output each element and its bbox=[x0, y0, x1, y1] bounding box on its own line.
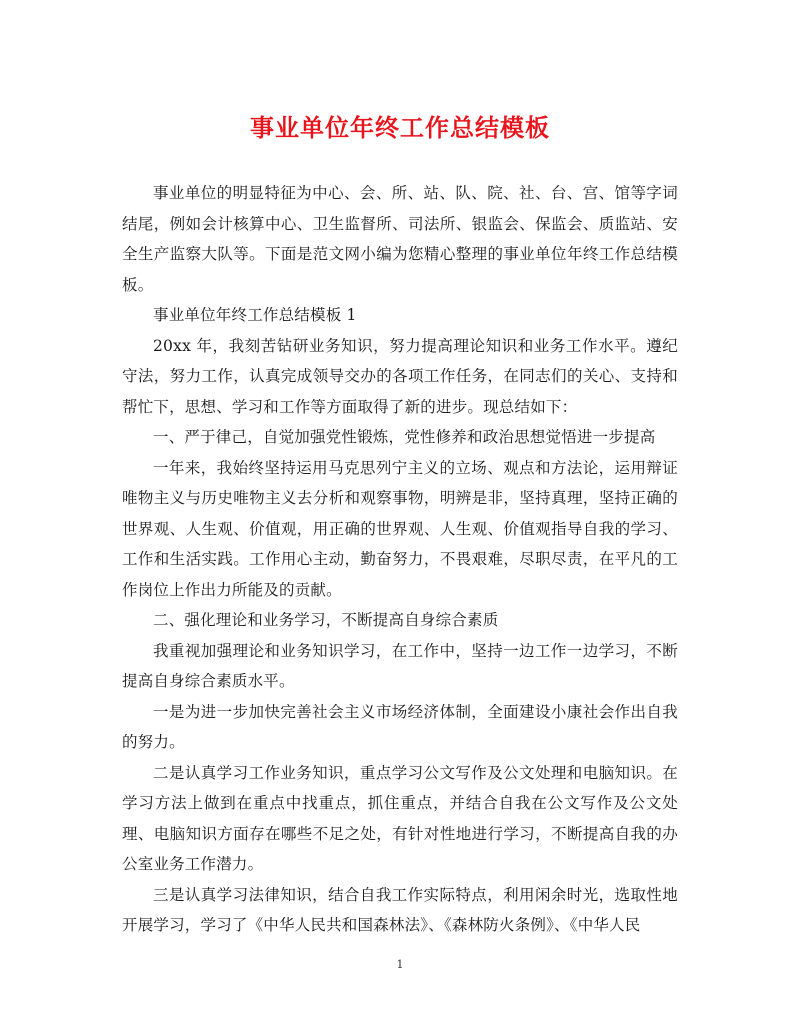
paragraph-point-2: 我重视加强理论和业务知识学习，在工作中，坚持一边工作一边学习，不断提高自身综合素质水平。 bbox=[122, 641, 678, 690]
page-number: 1 bbox=[396, 958, 404, 971]
paragraph-sub-point-1: 一是为进一步加快完善社会主义市场经济体制，全面建设小康社会作出自我的努力。 bbox=[122, 702, 678, 751]
paragraph-sub-point-2: 二是认真学习工作业务知识，重点学习公文写作及公文处理和电脑知识。在学习方法上做到在重点中找重点，抓住重点，并结合自我在公文写作及公文处理、电脑知识方面存在哪些不足之处，有针对性地进行学习，不断提高自我的办公室业务工作潜力。 bbox=[122, 763, 678, 873]
paragraph-point-1: 一年来，我始终坚持运用马克思列宁主义的立场、观点和方法论，运用辩证唯物主义与历史唯物主义去分析和观察事物，明辨是非，坚持真理，坚持正确的世界观、人生观、价值观，用正确的世界观、人生观、价值观指导自我的学习、工作和生活实践。工作用心主动，勤奋努力，不畏艰难，尽职尽责，在平凡的工作岗位上作出力所能及的贡献。 bbox=[122, 458, 678, 599]
heading-point-2: 二、强化理论和业务学习，不断提高自身综合素质 bbox=[153, 611, 499, 629]
paragraph-intro: 事业单位的明显特征为中心、会、所、站、队、院、社、台、宫、馆等字词结尾，例如会计核算中心、卫生监督所、司法所、银监会、保监会、质监站、安全生产监察大队等。下面是范文网小编为您精心整理的事业单位年终工作总结模板。 bbox=[122, 184, 678, 294]
paragraph-summary-intro: 20xx 年，我刻苦钻研业务知识，努力提高理论知识和业务工作水平。遵纪守法，努力工作，认真完成领导交办的各项工作任务，在同志们的关心、支持和帮忙下，思想、学习和工作等方面取得了新的进步。现总结如下： bbox=[122, 336, 678, 416]
heading-point-1: 一、严于律己，自觉加强党性锻炼，党性修养和政治思想觉悟进一步提高 bbox=[153, 428, 656, 446]
section-heading-template-1: 事业单位年终工作总结模板 1 bbox=[153, 306, 357, 324]
document-body bbox=[122, 178, 678, 941]
paragraph-sub-point-3: 三是认真学习法律知识，结合自我工作实际特点，利用闲余时光，选取性地开展学习，学习了《中华人民共和国森林法》、《森林防火条例》、《中华人民 bbox=[122, 885, 678, 934]
document-title: 事业单位年终工作总结模板 bbox=[250, 114, 550, 142]
